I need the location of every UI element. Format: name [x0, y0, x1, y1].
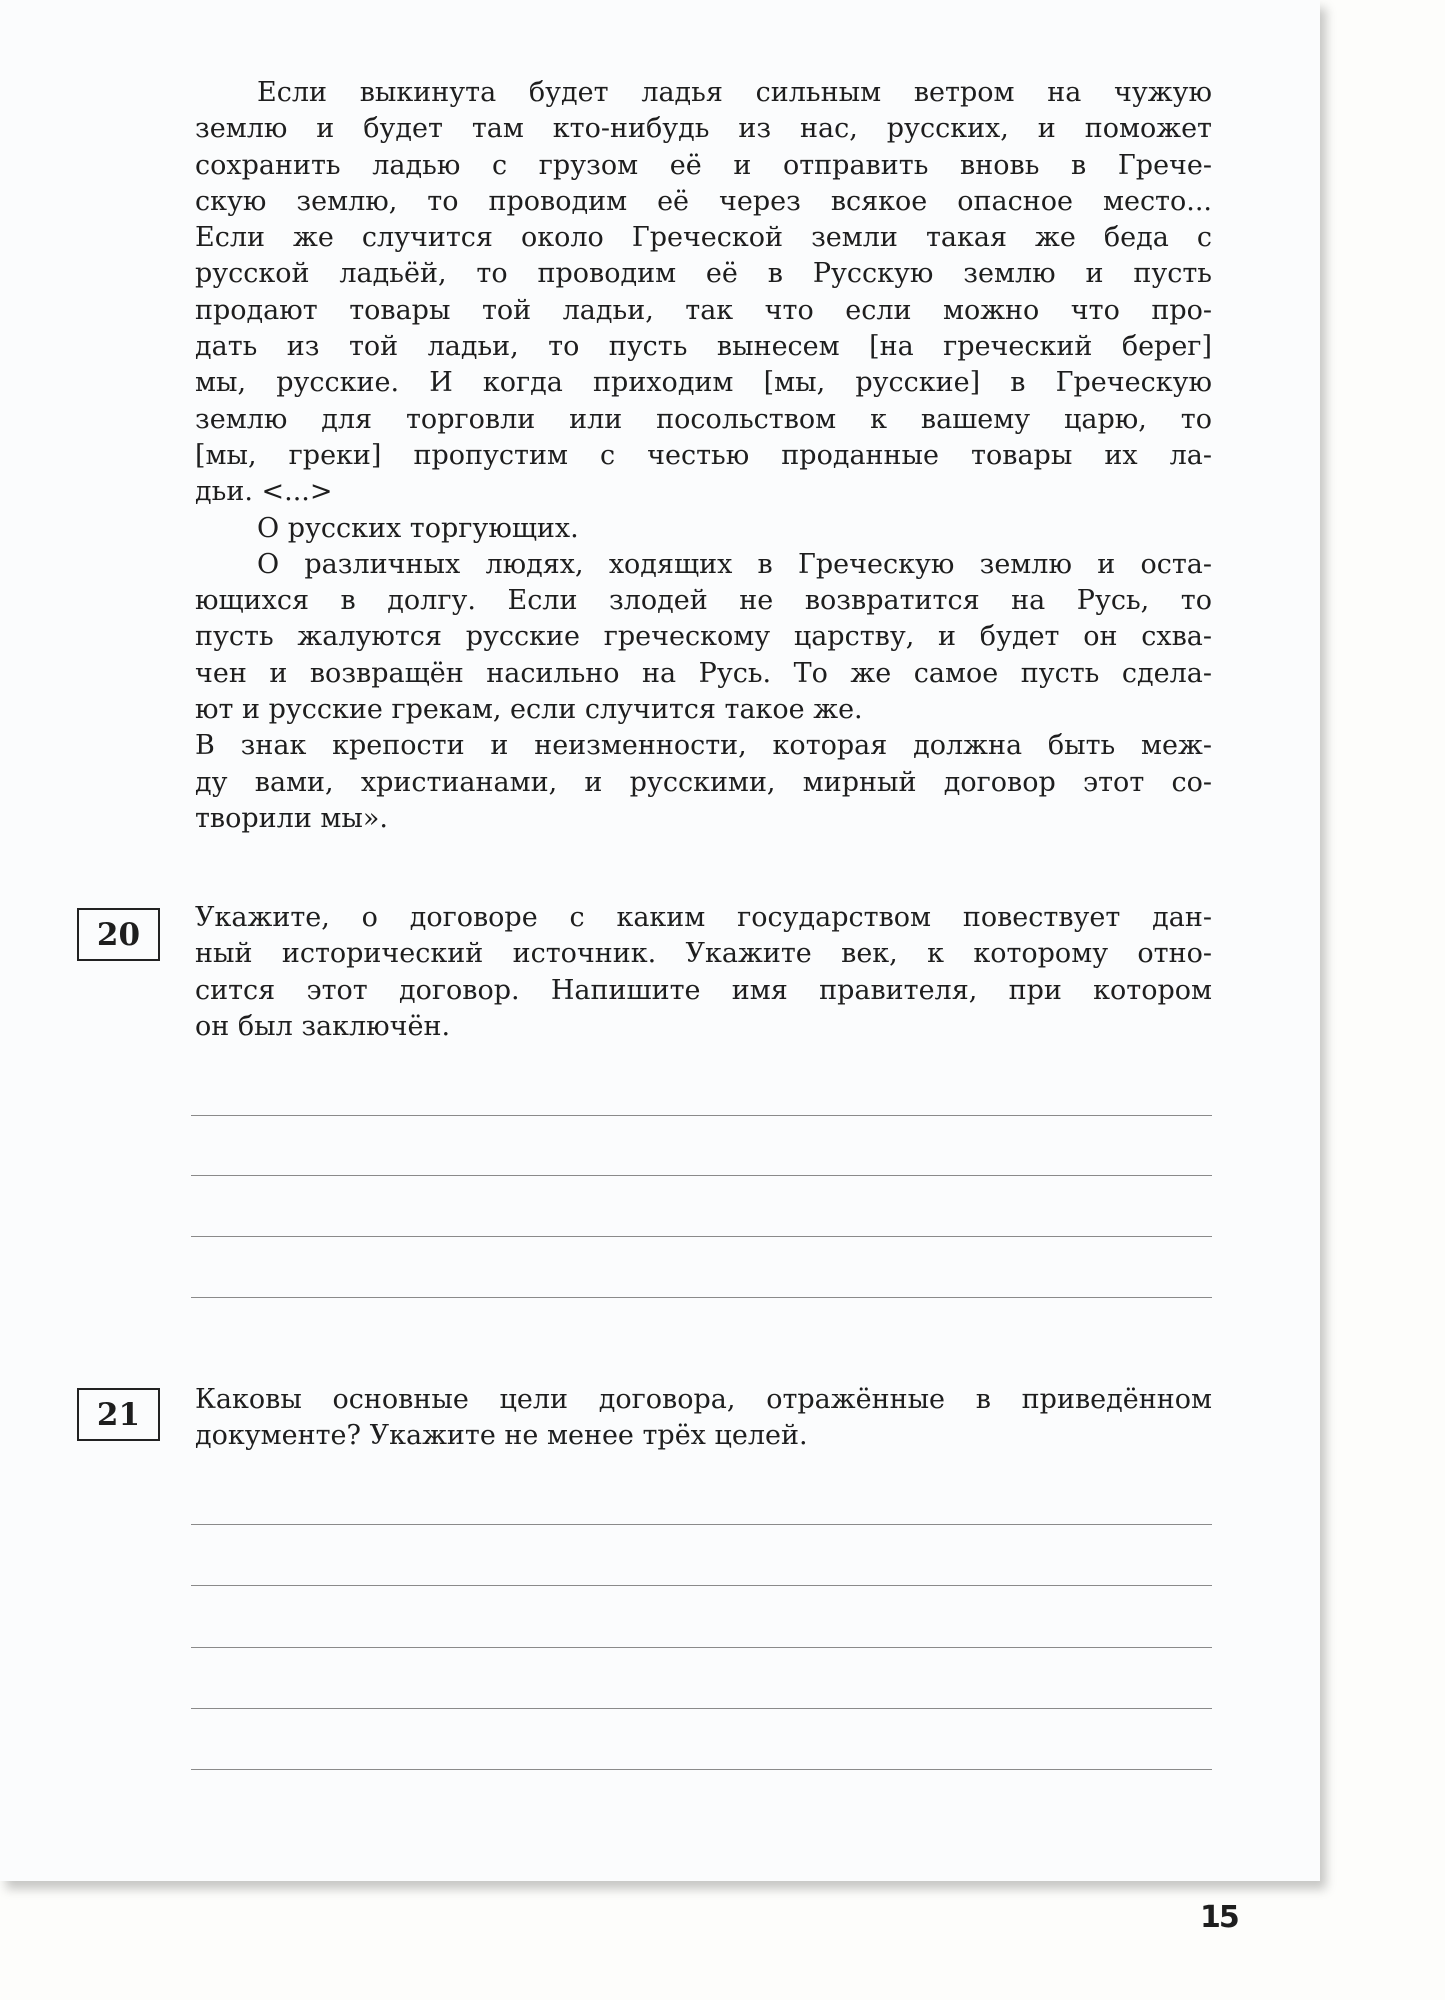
answer-line[interactable]: [191, 1115, 1212, 1116]
text-line: он был заключён.: [195, 1010, 451, 1042]
source-text: [195, 75, 1212, 837]
text-line: Если же случится около Греческой земли такая же беда с: [195, 222, 1212, 254]
text-line: В знак крепости и неизменности, которая должна быть меж-: [195, 730, 1212, 762]
question-number-box: [77, 908, 160, 961]
text-line: русской ладьёй, то проводим её в Русскую землю и пусть: [195, 258, 1212, 290]
text-line: сится этот договор. Напишите имя правителя, при котором: [195, 974, 1212, 1006]
answer-line[interactable]: [191, 1769, 1212, 1770]
text-line: Если выкинута будет ладья сильным ветром на чужую: [257, 77, 1212, 108]
text-line: продают товары той ладьи, так что если можно что про-: [195, 294, 1212, 326]
text-line: документе? Укажите не менее трёх целей.: [195, 1420, 808, 1452]
answer-line[interactable]: [191, 1175, 1212, 1176]
text-line: Укажите, о договоре с каким государством повествует дан-: [195, 902, 1212, 933]
text-line: творили мы».: [195, 802, 388, 834]
text-line: О различных людях, ходящих в Греческую землю и оста-: [257, 548, 1212, 580]
question-text: [195, 900, 1212, 1045]
answer-line[interactable]: [191, 1708, 1212, 1709]
text-line: О русских торгующих.: [257, 512, 579, 544]
text-line: дьи. <...>: [195, 476, 333, 508]
answer-line[interactable]: [191, 1236, 1212, 1237]
text-line: сохранить ладью с грузом её и отправить вновь в Грече-: [195, 149, 1212, 181]
answer-line[interactable]: [191, 1647, 1212, 1648]
page-number: 15: [1200, 1900, 1238, 1935]
text-line: ду вами, христианами, и русскими, мирный договор этот со-: [195, 766, 1212, 798]
text-line: землю для торговли или посольством к вашему царю, то: [195, 403, 1212, 435]
text-line: ющихся в долгу. Если злодей не возвратится на Русь, то: [195, 585, 1212, 617]
text-line: [мы, греки] пропустим с честью проданные товары их ла-: [195, 439, 1212, 471]
text-line: Каковы основные цели договора, отражённые в приведённом: [195, 1384, 1212, 1415]
text-line: пусть жалуются русские греческому царству, и будет он схва-: [195, 621, 1212, 653]
text-line: скую землю, то проводим её через всякое опасное место...: [195, 185, 1212, 217]
text-line: дать из той ладьи, то пусть вынесем [на греческий берег]: [195, 331, 1212, 363]
text-line: чен и возвращён насильно на Русь. То же самое пусть сдела-: [195, 657, 1212, 689]
question-text: [195, 1382, 1212, 1455]
answer-line[interactable]: [191, 1585, 1212, 1586]
text-line: мы, русские. И когда приходим [мы, русские] в Греческую: [195, 367, 1212, 399]
text-line: ют и русские грекам, если случится такое же.: [195, 694, 863, 726]
answer-line[interactable]: [191, 1297, 1212, 1298]
answer-line[interactable]: [191, 1524, 1212, 1525]
question-number: 21: [96, 1396, 141, 1433]
text-line: землю и будет там кто-нибудь из нас, русских, и поможет: [195, 113, 1212, 145]
question-number: 20: [96, 916, 141, 953]
text-line: ный исторический источник. Укажите век, к которому отно-: [195, 938, 1212, 970]
question-number-box: [77, 1388, 160, 1441]
